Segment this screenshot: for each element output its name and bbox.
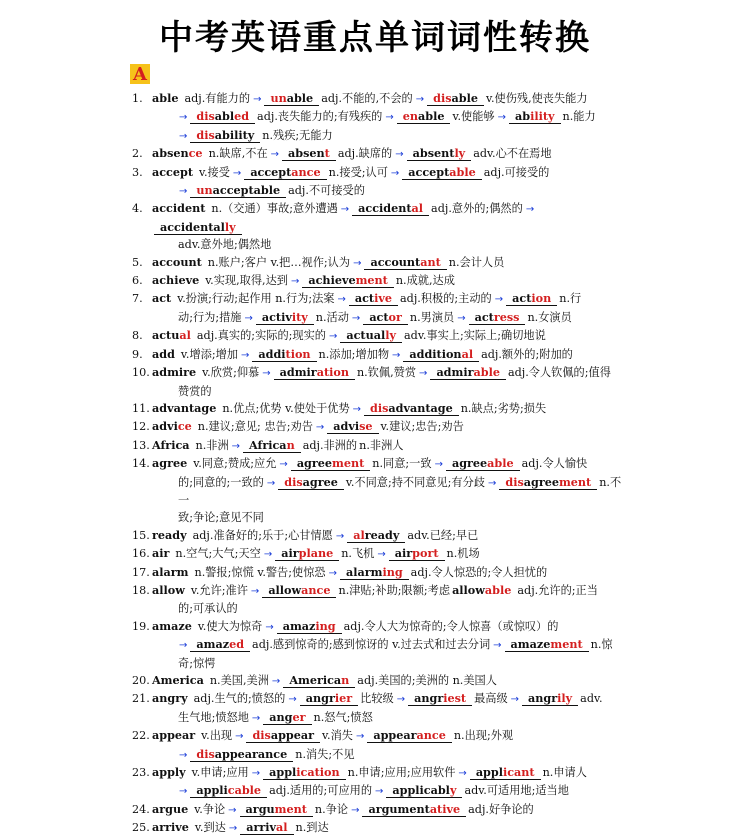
definition-text: v.使伤残,使丧失能力	[485, 92, 588, 105]
entry-number: 12.	[132, 420, 150, 434]
derived-word: enable	[397, 109, 451, 124]
derived-word: applicably	[386, 783, 462, 798]
vocab-entry	[132, 290, 622, 327]
entry-number: 22.	[132, 729, 150, 743]
arrow-right-icon: →	[253, 94, 262, 105]
arrow-right-icon: →	[240, 349, 250, 361]
derived-word: agreeable	[446, 456, 520, 471]
arrow-right-icon: →	[434, 459, 443, 471]
derived-word: achievement	[302, 273, 393, 288]
definition-text: 最高级	[474, 692, 508, 706]
section-letter-badge: A	[130, 64, 150, 84]
derived-word: disable	[427, 91, 484, 106]
headword: amaze	[152, 618, 192, 633]
entry-number: 17.	[132, 565, 150, 579]
arrow-right-icon: →	[265, 621, 274, 633]
arrow-right-icon: →	[279, 459, 288, 471]
derived-word: airplane	[275, 546, 339, 561]
arrow-right-icon: →	[493, 640, 502, 652]
vocab-entry	[132, 346, 622, 364]
entry-number: 14.	[132, 457, 150, 471]
definition-text: n.怒气;愤怒	[313, 710, 373, 724]
arrow-right-icon: →	[179, 640, 188, 652]
definition-text: adj.令人愉快	[521, 457, 588, 471]
derived-word: disappear	[246, 728, 320, 743]
derived-word: disadvantage	[364, 401, 459, 416]
entry-number: 1.	[132, 92, 143, 105]
derived-word: accidental	[352, 201, 429, 216]
definition-text: n.账户;客户 v.把…视作;认为	[207, 255, 351, 269]
derived-word: ability	[509, 109, 561, 124]
entry-number: 10.	[132, 366, 150, 380]
definition-text: n.消失;不见	[295, 747, 355, 761]
arrow-right-icon: →	[179, 749, 188, 761]
definition-text: n.成就,达成	[395, 274, 455, 288]
definition-text: adv.已经;早已	[407, 528, 479, 542]
headword: arrive	[152, 820, 189, 835]
definition-text: adj.有能力的	[184, 92, 251, 105]
derived-word: activity	[256, 310, 314, 325]
arrow-right-icon: →	[250, 585, 260, 597]
entry-number: 3.	[132, 165, 143, 179]
vocab-entry	[132, 327, 622, 345]
definition-text: v.争论	[194, 802, 226, 816]
vocab-entry	[132, 672, 622, 690]
derived-word: active	[349, 291, 398, 306]
arrow-right-icon: →	[179, 186, 188, 198]
derived-word: American	[283, 673, 355, 688]
definition-text: n.男演员	[409, 310, 455, 324]
headword: act	[152, 291, 172, 306]
derived-word: angrily	[522, 691, 578, 706]
definition-text: n.争论	[314, 802, 349, 816]
entry-number: 2.	[132, 147, 143, 161]
definition-text: adj.令人钦佩的;值得	[507, 366, 611, 380]
derived-word: African	[243, 438, 301, 453]
arrow-right-icon: →	[179, 130, 188, 142]
arrow-right-icon: →	[352, 403, 362, 415]
arrow-right-icon: →	[235, 731, 244, 743]
derived-word: unacceptable	[190, 183, 286, 198]
definition-text: v.消失	[322, 729, 353, 743]
headword: advantage	[152, 400, 217, 415]
arrow-right-icon: →	[377, 549, 386, 561]
definition-text: n.能力	[562, 110, 596, 124]
derived-word: disappearance	[190, 747, 293, 762]
derived-word: action	[506, 291, 557, 306]
definition-text: n.到达	[295, 821, 329, 835]
definition-text: v.增添;增加	[180, 347, 238, 361]
definition-text: adv.事实上;实际上;确切地说	[404, 329, 546, 343]
vocab-entry	[132, 90, 622, 145]
arrow-right-icon: →	[271, 676, 281, 687]
entry-number: 21.	[132, 692, 150, 706]
arrow-right-icon: →	[497, 112, 506, 124]
definition-text: adj.生气的;愤怒的	[193, 692, 286, 706]
definition-text: adv.心不在焉地	[473, 147, 552, 161]
definition-text: adj.真实的;实际的;现实的	[196, 329, 326, 343]
definition-text: n.出现;外观	[453, 729, 514, 743]
arrow-right-icon: →	[231, 440, 241, 452]
definition-text: 比较级	[360, 692, 394, 706]
vocab-entry	[132, 200, 622, 253]
definition-text: n.行	[559, 292, 582, 306]
arrow-right-icon: →	[251, 712, 261, 724]
derived-word: disagree	[278, 475, 344, 490]
vocab-entry	[132, 418, 622, 436]
arrow-right-icon: →	[375, 786, 384, 798]
definition-text: 致;争论;意见不同	[178, 511, 264, 525]
definition-text: adj.缺席的	[337, 147, 393, 161]
arrow-right-icon: →	[232, 167, 242, 179]
derived-word: airport	[389, 546, 445, 561]
headword: America	[152, 673, 204, 687]
arrow-right-icon: →	[228, 804, 237, 816]
vocabulary-list	[132, 90, 622, 838]
headword: agree	[152, 456, 188, 471]
arrow-right-icon: →	[396, 694, 406, 706]
definition-text: v.使能够	[452, 110, 495, 124]
definition-text: adv.	[580, 692, 603, 706]
definition-text: 的;可承认的	[178, 602, 238, 616]
entry-number: 23.	[132, 766, 150, 780]
definition-text: n.活动	[315, 310, 349, 324]
derived-word: applicant	[470, 765, 541, 780]
definition-text: adj.不能的,不会的	[321, 92, 413, 105]
derived-word: actor	[363, 310, 408, 325]
arrow-right-icon: →	[353, 257, 362, 269]
vocab-entry	[132, 254, 622, 272]
definition-text: n.缺席,不在	[208, 147, 268, 161]
arrow-right-icon: →	[270, 149, 280, 161]
arrow-right-icon: →	[385, 112, 394, 124]
derived-word: argument	[240, 802, 313, 817]
arrow-right-icon: →	[525, 204, 535, 216]
derived-word: allowable	[452, 582, 512, 597]
derived-word: angrier	[300, 691, 358, 706]
headword: advice	[152, 419, 192, 434]
definition-text: n.警报;惊慌 v.警告;使惊恐	[194, 565, 326, 579]
derived-word: amazed	[190, 637, 250, 652]
definition-text: n.钦佩,赞赏	[356, 366, 417, 380]
entry-number: 4.	[132, 202, 143, 216]
entry-number: 9.	[132, 347, 143, 361]
entry-number: 20.	[132, 674, 150, 687]
definition-text: n.女演员	[527, 310, 572, 324]
definition-text: adj.允许的;正当	[517, 583, 598, 597]
headword: accident	[152, 201, 206, 216]
arrow-right-icon: →	[487, 477, 497, 489]
derived-word: agreement	[291, 456, 370, 471]
entry-number: 6.	[132, 274, 143, 288]
vocab-entry	[132, 400, 622, 418]
headword: absence	[152, 146, 203, 161]
definition-text: n.建议;意见; 忠告;劝告	[197, 420, 313, 434]
headword: ready	[152, 527, 187, 542]
definition-text: 生气地;愤怒地	[178, 710, 249, 724]
headword: Africa	[152, 437, 190, 452]
definition-text: n.优点;优势 v.使处于优势	[222, 401, 350, 415]
arrow-right-icon: →	[263, 549, 273, 561]
derived-word: allowance	[262, 583, 336, 598]
arrow-right-icon: →	[494, 294, 504, 306]
definition-text: n.添加;增加物	[318, 347, 390, 361]
derived-word: accountant	[364, 255, 446, 270]
entry-number: 19.	[132, 619, 150, 633]
arrow-right-icon: →	[355, 731, 365, 743]
definition-text: n.美国,美洲	[209, 674, 269, 687]
derived-word: appearance	[367, 728, 451, 743]
entry-number: 24.	[132, 802, 150, 816]
arrow-right-icon: →	[457, 312, 466, 324]
definition-text: n.空气;大气;天空	[175, 547, 261, 561]
definition-text: adv.可适用地;适当地	[464, 784, 569, 798]
definition-text: v.到达	[194, 821, 226, 835]
definition-text: n.机场	[446, 547, 480, 561]
vocab-entry	[132, 364, 622, 400]
vocab-entry	[132, 690, 622, 727]
derived-word: anger	[263, 710, 311, 725]
vocab-entry	[132, 437, 622, 455]
definition-text: v.出现	[201, 729, 233, 743]
vocab-entry	[132, 164, 622, 201]
arrow-right-icon: →	[510, 694, 520, 706]
derived-word: advise	[327, 419, 378, 434]
entry-number: 15.	[132, 528, 150, 542]
derived-word: admirable	[430, 365, 506, 380]
entry-number: 5.	[132, 255, 143, 269]
headword: appear	[152, 728, 196, 743]
derived-word: application	[263, 765, 345, 780]
derived-word: angriest	[408, 691, 472, 706]
definition-text: adv.意外地;偶然地	[178, 238, 272, 252]
definition-text: adj.令人大为惊奇的;令人惊喜（或惊叹）的	[343, 619, 559, 633]
definition-text: v.允许;准许	[190, 583, 248, 597]
vocab-entry	[132, 545, 622, 563]
entry-number: 13.	[132, 438, 150, 452]
definition-text: v.欣赏;仰慕	[202, 366, 260, 380]
arrow-right-icon: →	[458, 768, 467, 780]
vocab-entry	[132, 618, 622, 672]
headword: apply	[152, 765, 186, 780]
definition-text: v.不同意;持不同意见;有分歧	[345, 475, 485, 489]
definition-text: adj.准备好的;乐于;心甘情愿	[192, 528, 333, 542]
definition-text: adj.适用的;可应用的	[269, 784, 373, 798]
arrow-right-icon: →	[335, 530, 345, 542]
definition-text: n.非洲	[195, 438, 229, 452]
headword: admire	[152, 365, 197, 380]
definition-text: v.建议;忠告;劝告	[380, 420, 464, 434]
arrow-right-icon: →	[415, 94, 425, 105]
definition-text: n.飞机	[341, 547, 375, 561]
definition-text: n.不一	[178, 475, 622, 507]
page-title: 中考英语重点单词词性转换	[159, 18, 591, 58]
derived-word: admiration	[274, 365, 355, 380]
entry-number: 11.	[132, 401, 150, 415]
vocab-entry	[132, 564, 622, 582]
derived-word: alarming	[340, 565, 409, 580]
headword: account	[152, 254, 202, 269]
arrow-right-icon: →	[328, 567, 337, 579]
vocab-entry	[132, 764, 622, 801]
definition-text: v.同意;赞成;应允	[193, 457, 277, 471]
definition-text: 赞赏的	[178, 384, 212, 398]
vocab-entry	[132, 455, 622, 527]
arrow-right-icon: →	[328, 331, 338, 343]
headword: air	[152, 546, 170, 561]
definition-text: v.实现,取得,达到	[205, 274, 288, 288]
definition-text: n.申请人	[542, 766, 587, 780]
headword: able	[152, 91, 179, 105]
arrow-right-icon: →	[251, 768, 261, 780]
arrow-right-icon: →	[179, 112, 188, 124]
entry-number: 16.	[132, 547, 150, 561]
derived-word: amazing	[277, 619, 342, 634]
definition-text: n.津贴;补助;限额;考虑	[338, 583, 451, 597]
derived-word: addition	[252, 347, 316, 362]
arrow-right-icon: →	[351, 312, 361, 324]
derived-word: absent	[282, 146, 336, 161]
definition-text: v.扮演;行动;起作用 n.行为;法案	[177, 292, 335, 306]
arrow-right-icon: →	[266, 477, 276, 489]
headword: actual	[152, 328, 191, 343]
definition-text: adj.额外的;附加的	[481, 347, 573, 361]
derived-word: arrival	[240, 820, 293, 835]
vocab-entry	[132, 527, 622, 545]
definition-text: adj.丧失能力的;有残疾的	[257, 110, 383, 124]
vocab-entry	[132, 727, 622, 764]
entry-number: 8.	[132, 329, 143, 343]
arrow-right-icon: →	[337, 294, 346, 306]
definition-text: 的;同意的;一致的	[178, 475, 264, 489]
definition-text: v.申请;应用	[191, 766, 249, 780]
definition-text: adj.感到惊奇的;感到惊讶的 v.过去式和过去分词	[252, 638, 491, 652]
definition-text: adj.好争论的	[468, 802, 534, 816]
arrow-right-icon: →	[315, 422, 325, 434]
definition-text: n.惊奇;惊愕	[178, 638, 613, 670]
arrow-right-icon: →	[228, 823, 238, 835]
entry-number: 18.	[132, 583, 150, 597]
vocab-entry	[132, 145, 622, 163]
definition-text: n.非洲人	[359, 438, 404, 452]
derived-word: acceptable	[402, 165, 481, 180]
arrow-right-icon: →	[179, 786, 188, 798]
definition-text: adj.不可接受的	[288, 184, 365, 198]
arrow-right-icon: →	[290, 276, 300, 288]
definition-text: n.申请;应用;应用软件	[347, 766, 456, 780]
definition-text: n.同意;一致	[372, 457, 432, 471]
derived-word: additional	[403, 347, 479, 362]
definition-text: adj.可接受的	[483, 165, 550, 179]
arrow-right-icon: →	[395, 149, 404, 161]
vocab-entry	[132, 272, 622, 290]
definition-text: adj.意外的;偶然的	[431, 202, 523, 216]
arrow-right-icon: →	[392, 349, 401, 361]
definition-text: n.接受;认可	[328, 165, 388, 179]
derived-word: accidentally	[154, 220, 242, 235]
arrow-right-icon: →	[390, 167, 400, 179]
definition-text: v.使大为惊奇	[197, 619, 263, 633]
definition-text: n.残疾;无能力	[262, 128, 333, 142]
arrow-right-icon: →	[340, 204, 350, 216]
arrow-right-icon: →	[244, 312, 253, 324]
derived-word: already	[347, 528, 405, 543]
headword: angry	[152, 691, 188, 706]
derived-word: disabled	[190, 109, 255, 124]
derived-word: absently	[407, 146, 472, 161]
derived-word: disability	[190, 128, 260, 143]
derived-word: disagreement	[499, 475, 597, 490]
headword: alarm	[152, 564, 189, 579]
definition-text: n.会计人员	[448, 255, 505, 269]
headword: argue	[152, 801, 189, 816]
vocab-entry	[132, 801, 622, 819]
headword: accept	[152, 164, 193, 179]
derived-word: argumentative	[362, 802, 466, 817]
definition-text: v.接受	[198, 165, 230, 179]
derived-word: amazement	[505, 637, 589, 652]
arrow-right-icon: →	[419, 368, 428, 380]
derived-word: unable	[264, 91, 319, 106]
derived-word: acceptance	[244, 165, 326, 180]
headword: achieve	[152, 273, 200, 288]
definition-text: n.缺点;劣势;损失	[460, 401, 547, 415]
derived-word: actress	[469, 310, 526, 325]
definition-text: adj.非洲的	[302, 438, 358, 452]
definition-text: 动;行为;措施	[178, 310, 242, 324]
vocab-entry	[132, 582, 622, 618]
headword: add	[152, 346, 175, 361]
arrow-right-icon: →	[351, 804, 360, 816]
derived-word: applicable	[190, 783, 267, 798]
definition-text: adj.积极的;主动的	[399, 292, 492, 306]
headword: allow	[152, 582, 185, 597]
derived-word: actually	[340, 328, 402, 343]
arrow-right-icon: →	[262, 368, 271, 380]
definition-text: adj.美国的;美洲的 n.美国人	[357, 674, 497, 687]
definition-text: n.（交通）事故;意外遭遇	[211, 202, 338, 216]
vocab-entry	[132, 819, 622, 837]
arrow-right-icon: →	[288, 694, 297, 706]
entry-number: 25.	[132, 821, 150, 835]
entry-number: 7.	[132, 292, 143, 306]
definition-text: adj.令人惊恐的;令人担忧的	[410, 565, 548, 579]
